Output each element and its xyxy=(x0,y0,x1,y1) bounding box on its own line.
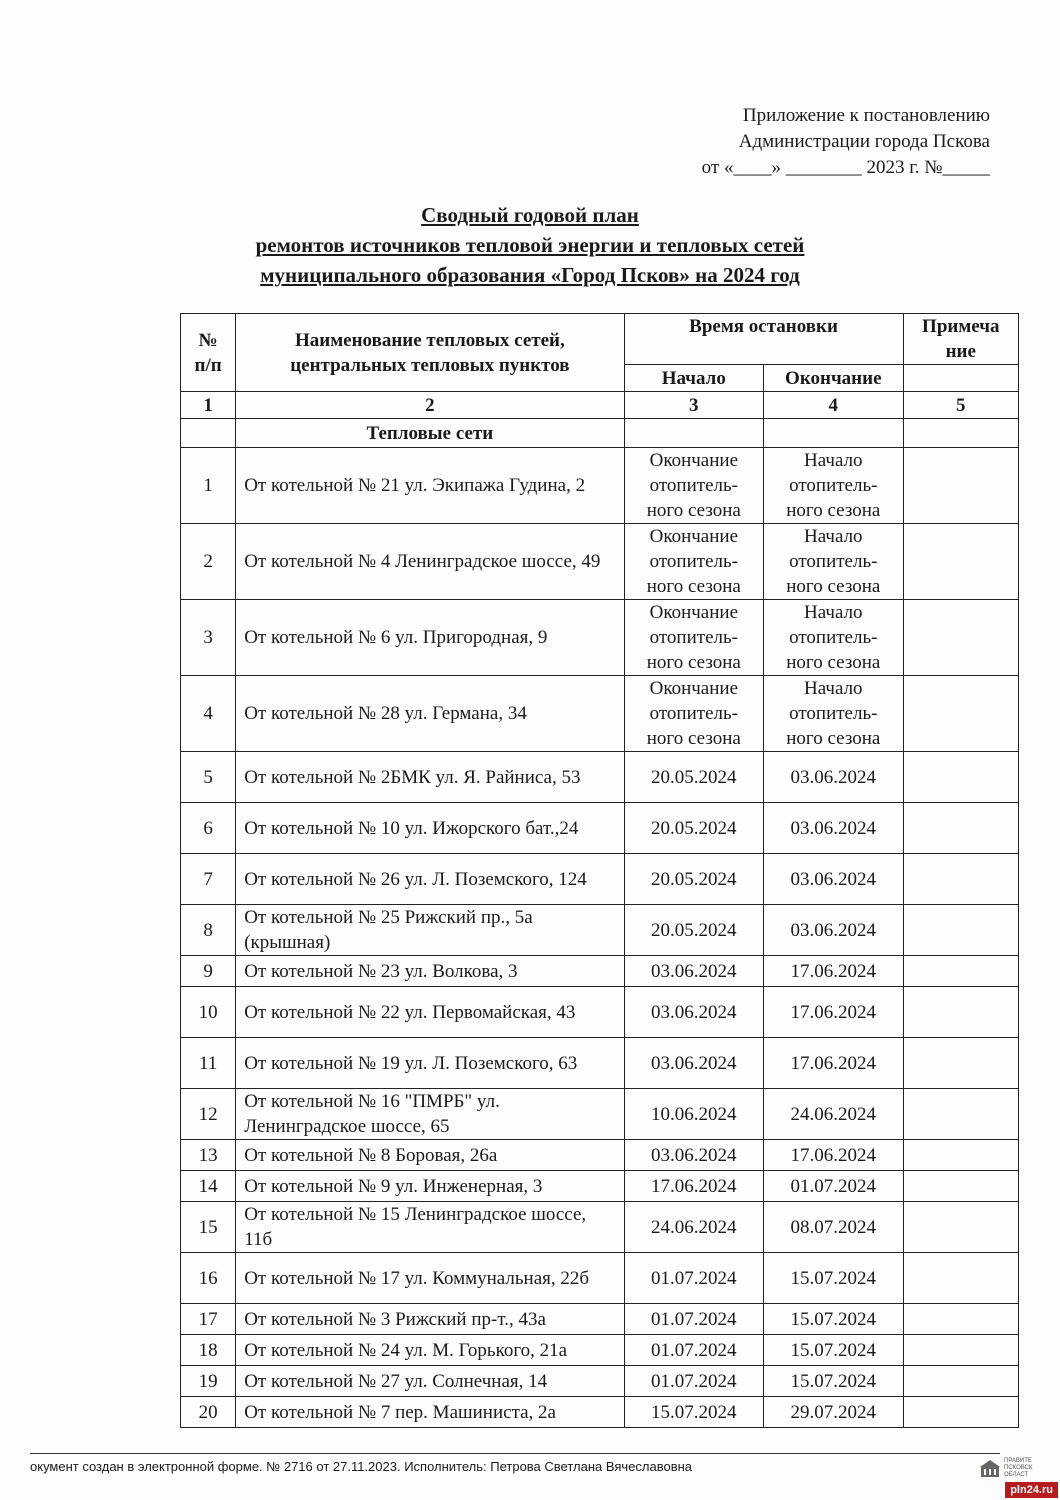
header-num: № п/п xyxy=(181,314,236,392)
row-end-date: 17.06.2024 xyxy=(764,956,903,987)
row-end-date: 15.07.2024 xyxy=(764,1366,903,1397)
repair-plan-table xyxy=(180,313,1019,1428)
row-end-date: 03.06.2024 xyxy=(764,752,903,803)
building-icon xyxy=(980,1460,1000,1478)
row-start-date: 01.07.2024 xyxy=(624,1253,763,1304)
row-note xyxy=(903,676,1018,752)
row-network-name: От котельной № 27 ул. Солнечная, 14 xyxy=(236,1366,624,1397)
row-network-name: От котельной № 25 Рижский пр., 5а (крышная) xyxy=(236,905,624,956)
table-row xyxy=(181,905,1019,956)
row-network-name: От котельной № 15 Ленинградское шоссе, 11б xyxy=(236,1202,624,1253)
row-network-name: От котельной № 6 ул. Пригородная, 9 xyxy=(236,600,624,676)
row-note xyxy=(903,1304,1018,1335)
header-name: Наименование тепловых сетей, центральных тепловых пунктов xyxy=(236,314,624,392)
row-network-name: От котельной № 22 ул. Первомайская, 43 xyxy=(236,987,624,1038)
section-empty-cell xyxy=(903,419,1018,448)
section-title: Тепловые сети xyxy=(236,419,624,448)
government-logo xyxy=(980,1454,1040,1484)
header-note-empty xyxy=(903,365,1018,392)
row-network-name: От котельной № 26 ул. Л. Поземского, 124 xyxy=(236,854,624,905)
row-network-name: От котельной № 16 "ПМРБ" ул. Ленинградское шоссе, 65 xyxy=(236,1089,624,1140)
row-number: 5 xyxy=(181,752,236,803)
row-note xyxy=(903,752,1018,803)
row-end-date: 03.06.2024 xyxy=(764,905,903,956)
row-note xyxy=(903,1253,1018,1304)
section-empty-cell xyxy=(181,419,236,448)
header-start: Начало xyxy=(624,365,763,392)
row-end-date: 17.06.2024 xyxy=(764,1140,903,1171)
row-end-date: 15.07.2024 xyxy=(764,1304,903,1335)
table-row xyxy=(181,1366,1019,1397)
row-number: 10 xyxy=(181,987,236,1038)
footer-divider xyxy=(30,1453,1000,1454)
table-row xyxy=(181,524,1019,600)
row-end-date: Начало отопитель-ного сезона xyxy=(764,600,903,676)
row-end-date: 17.06.2024 xyxy=(764,1038,903,1089)
row-note xyxy=(903,1038,1018,1089)
table-row xyxy=(181,448,1019,524)
row-network-name: От котельной № 10 ул. Ижорского бат.,24 xyxy=(236,803,624,854)
column-number: 4 xyxy=(764,392,903,419)
row-note xyxy=(903,1397,1018,1428)
row-number: 17 xyxy=(181,1304,236,1335)
table-row xyxy=(181,987,1019,1038)
row-number: 6 xyxy=(181,803,236,854)
table-row xyxy=(181,1253,1019,1304)
row-start-date: 01.07.2024 xyxy=(624,1335,763,1366)
row-end-date: Начало отопитель-ного сезона xyxy=(764,676,903,752)
row-number: 11 xyxy=(181,1038,236,1089)
row-start-date: 20.05.2024 xyxy=(624,905,763,956)
row-start-date: Окончание отопитель-ного сезона xyxy=(624,676,763,752)
row-network-name: От котельной № 4 Ленинградское шоссе, 49 xyxy=(236,524,624,600)
section-row xyxy=(181,419,1019,448)
header-note: Примеча ние xyxy=(903,314,1018,365)
row-network-name: От котельной № 9 ул. Инженерная, 3 xyxy=(236,1171,624,1202)
row-note xyxy=(903,1335,1018,1366)
title-line-2: ремонтов источников тепловой энергии и тепловых сетей xyxy=(255,233,805,257)
appendix-line-2: Администрации города Пскова xyxy=(738,131,990,152)
column-number: 2 xyxy=(236,392,624,419)
row-end-date: 08.07.2024 xyxy=(764,1202,903,1253)
row-start-date: 03.06.2024 xyxy=(624,956,763,987)
row-network-name: От котельной № 2БМК ул. Я. Райниса, 53 xyxy=(236,752,624,803)
row-network-name: От котельной № 7 пер. Машиниста, 2а xyxy=(236,1397,624,1428)
row-network-name: От котельной № 17 ул. Коммунальная, 22б xyxy=(236,1253,624,1304)
row-number: 13 xyxy=(181,1140,236,1171)
row-network-name: От котельной № 21 ул. Экипажа Гудина, 2 xyxy=(236,448,624,524)
row-start-date: 03.06.2024 xyxy=(624,1038,763,1089)
row-network-name: От котельной № 24 ул. М. Горького, 21а xyxy=(236,1335,624,1366)
row-note xyxy=(903,854,1018,905)
row-note xyxy=(903,803,1018,854)
logo-label: ПРАВИТЕ ПСКОВСК ОБЛАСТ xyxy=(1004,1458,1033,1478)
appendix-header xyxy=(702,103,990,181)
row-end-date: 15.07.2024 xyxy=(764,1335,903,1366)
table-row xyxy=(181,1140,1019,1171)
title-line-1: Сводный годовой план xyxy=(421,203,639,227)
table-row xyxy=(181,1038,1019,1089)
row-start-date: 20.05.2024 xyxy=(624,803,763,854)
row-number: 9 xyxy=(181,956,236,987)
table-row xyxy=(181,752,1019,803)
row-number: 15 xyxy=(181,1202,236,1253)
row-note xyxy=(903,1140,1018,1171)
table-row xyxy=(181,803,1019,854)
row-number: 4 xyxy=(181,676,236,752)
table-row xyxy=(181,1089,1019,1140)
row-note xyxy=(903,600,1018,676)
row-end-date: 01.07.2024 xyxy=(764,1171,903,1202)
header-end: Окончание xyxy=(764,365,903,392)
row-network-name: От котельной № 23 ул. Волкова, 3 xyxy=(236,956,624,987)
table-row xyxy=(181,1202,1019,1253)
row-note xyxy=(903,1089,1018,1140)
footer-text: окумент создан в электронной форме. № 2716 от 27.11.2023. Исполнитель: Петрова Светлана Вячеславовна xyxy=(30,1459,693,1474)
column-number: 3 xyxy=(624,392,763,419)
row-number: 20 xyxy=(181,1397,236,1428)
row-number: 14 xyxy=(181,1171,236,1202)
row-note xyxy=(903,448,1018,524)
row-end-date: 29.07.2024 xyxy=(764,1397,903,1428)
appendix-line-3: от «____» ________ 2023 г. №_____ xyxy=(701,157,990,178)
table-row xyxy=(181,1397,1019,1428)
row-number: 3 xyxy=(181,600,236,676)
row-number: 12 xyxy=(181,1089,236,1140)
row-network-name: От котельной № 8 Боровая, 26а xyxy=(236,1140,624,1171)
watermark: pln24.ru xyxy=(1005,1482,1058,1498)
row-end-date: Начало отопитель-ного сезона xyxy=(764,448,903,524)
row-number: 1 xyxy=(181,448,236,524)
row-start-date: 03.06.2024 xyxy=(624,1140,763,1171)
row-start-date: 01.07.2024 xyxy=(624,1366,763,1397)
row-start-date: 17.06.2024 xyxy=(624,1171,763,1202)
row-note xyxy=(903,1171,1018,1202)
row-network-name: От котельной № 3 Рижский пр-т., 43а xyxy=(236,1304,624,1335)
row-note xyxy=(903,1202,1018,1253)
row-note xyxy=(903,987,1018,1038)
document-title xyxy=(0,200,1060,290)
row-start-date: 01.07.2024 xyxy=(624,1304,763,1335)
row-end-date: 24.06.2024 xyxy=(764,1089,903,1140)
row-start-date: Окончание отопитель-ного сезона xyxy=(624,524,763,600)
row-number: 19 xyxy=(181,1366,236,1397)
row-start-date: Окончание отопитель-ного сезона xyxy=(624,600,763,676)
row-note xyxy=(903,1366,1018,1397)
column-number-row xyxy=(181,392,1019,419)
table-row xyxy=(181,676,1019,752)
row-number: 18 xyxy=(181,1335,236,1366)
row-number: 8 xyxy=(181,905,236,956)
row-note xyxy=(903,905,1018,956)
row-end-date: 03.06.2024 xyxy=(764,803,903,854)
table-row xyxy=(181,956,1019,987)
table-row xyxy=(181,1171,1019,1202)
row-end-date: 17.06.2024 xyxy=(764,987,903,1038)
row-end-date: Начало отопитель-ного сезона xyxy=(764,524,903,600)
row-number: 7 xyxy=(181,854,236,905)
row-start-date: Окончание отопитель-ного сезона xyxy=(624,448,763,524)
row-note xyxy=(903,956,1018,987)
row-number: 2 xyxy=(181,524,236,600)
table-row xyxy=(181,854,1019,905)
table-row xyxy=(181,1304,1019,1335)
row-network-name: От котельной № 28 ул. Германа, 34 xyxy=(236,676,624,752)
header-stop-time: Время остановки xyxy=(624,314,903,365)
column-number: 1 xyxy=(181,392,236,419)
row-start-date: 15.07.2024 xyxy=(624,1397,763,1428)
row-number: 16 xyxy=(181,1253,236,1304)
row-start-date: 24.06.2024 xyxy=(624,1202,763,1253)
table-row xyxy=(181,600,1019,676)
row-network-name: От котельной № 19 ул. Л. Поземского, 63 xyxy=(236,1038,624,1089)
row-start-date: 10.06.2024 xyxy=(624,1089,763,1140)
section-empty-cell xyxy=(624,419,763,448)
section-empty-cell xyxy=(764,419,903,448)
row-start-date: 20.05.2024 xyxy=(624,752,763,803)
row-end-date: 15.07.2024 xyxy=(764,1253,903,1304)
row-end-date: 03.06.2024 xyxy=(764,854,903,905)
row-start-date: 03.06.2024 xyxy=(624,987,763,1038)
title-line-3: муниципального образования «Город Псков» на 2024 год xyxy=(260,263,800,287)
appendix-line-1: Приложение к постановлению xyxy=(742,105,990,126)
row-start-date: 20.05.2024 xyxy=(624,854,763,905)
row-note xyxy=(903,524,1018,600)
table-row xyxy=(181,1335,1019,1366)
column-number: 5 xyxy=(903,392,1018,419)
